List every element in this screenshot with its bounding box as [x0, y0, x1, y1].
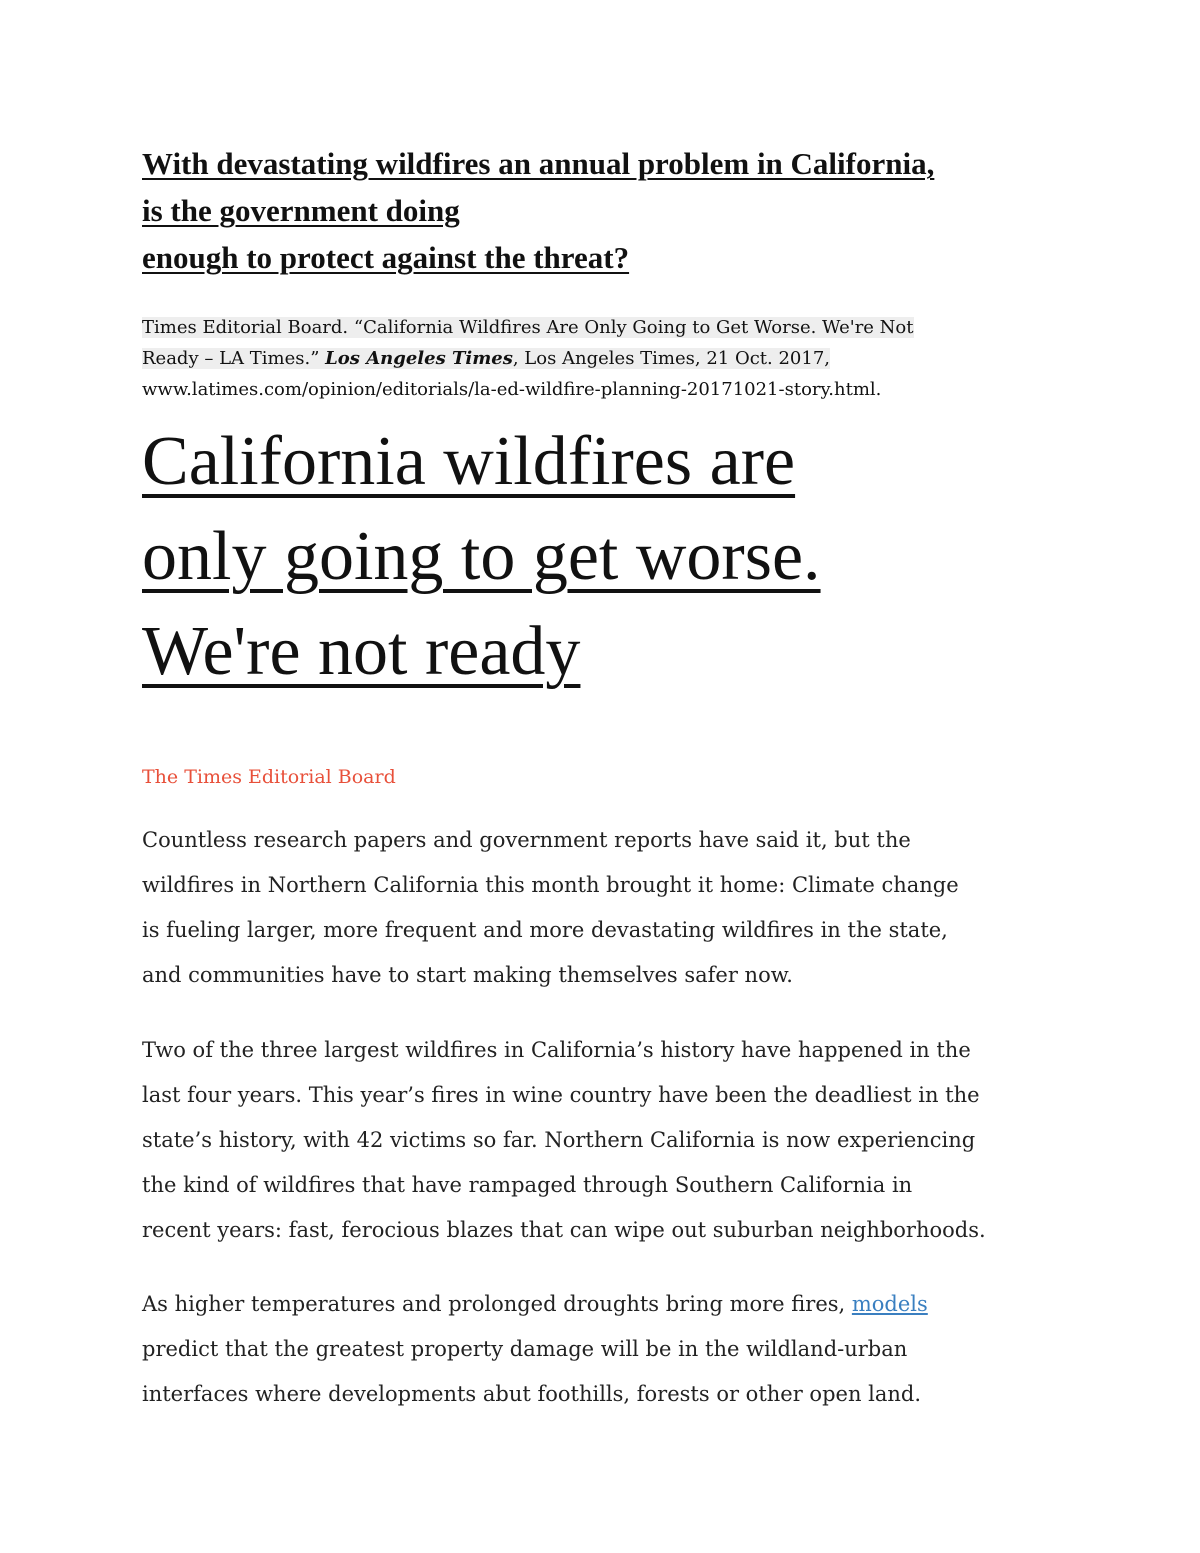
paragraph-line: interfaces where developments abut foothills, forests or other open land. [142, 1382, 922, 1406]
paragraph-line: Countless research papers and government reports have said it, but the [142, 828, 911, 852]
citation [142, 312, 1042, 405]
citation-url: www.latimes.com/opinion/editorials/la-ed-wildfire-planning-20171021-story.html. [142, 379, 882, 400]
citation-line-1: Times Editorial Board. “California Wildfires Are Only Going to Get Worse. We're Not [142, 317, 914, 338]
headline-line-1: California wildfires are [142, 423, 796, 500]
title-line-2: is the government doing [142, 193, 460, 228]
byline: The Times Editorial Board [142, 766, 396, 788]
paragraph-line: is fueling larger, more frequent and more devastating wildfires in the state, [142, 918, 948, 942]
paragraph-line: Two of the three largest wildfires in California’s history have happened in the [142, 1038, 971, 1062]
citation-line-2-post: , Los Angeles Times, 21 Oct. 2017, [512, 348, 831, 369]
paragraph-line: recent years: fast, ferocious blazes that can wipe out suburban neighborhoods. [142, 1218, 986, 1242]
citation-line-2-pre: Ready – LA Times.” [142, 348, 326, 369]
title-line-1: With devastating wildfires an annual problem in California, [142, 146, 935, 181]
paragraph-1 [142, 818, 1082, 998]
headline-line-3: We're not ready [142, 613, 581, 690]
paragraph-line: predict that the greatest property damage will be in the wildland-urban [142, 1337, 908, 1361]
paragraph-line: wildfires in Northern California this month brought it home: Climate change [142, 873, 959, 897]
paragraph-2 [142, 1028, 1082, 1253]
document-title [142, 140, 1072, 281]
citation-line-2 [142, 343, 1042, 374]
citation-publication: Los Angeles Times [325, 348, 513, 369]
paragraph-line: the kind of wildfires that have rampaged through Southern California in [142, 1173, 913, 1197]
paragraph-line: last four years. This year’s fires in wine country have been the deadliest in the [142, 1083, 980, 1107]
title-line-3: enough to protect against the threat? [142, 240, 630, 275]
paragraph-line: state’s history, with 42 victims so far. Northern California is now experiencing [142, 1128, 976, 1152]
article-headline [142, 414, 1102, 699]
paragraph-3 [142, 1282, 1082, 1417]
paragraph-line: and communities have to start making themselves safer now. [142, 963, 793, 987]
headline-line-2: only going to get worse. [142, 518, 821, 595]
paragraph-line [142, 1282, 1082, 1327]
models-link[interactable]: models [851, 1292, 928, 1316]
paragraph-3-line-1-text: As higher temperatures and prolonged droughts bring more fires, [142, 1292, 852, 1316]
